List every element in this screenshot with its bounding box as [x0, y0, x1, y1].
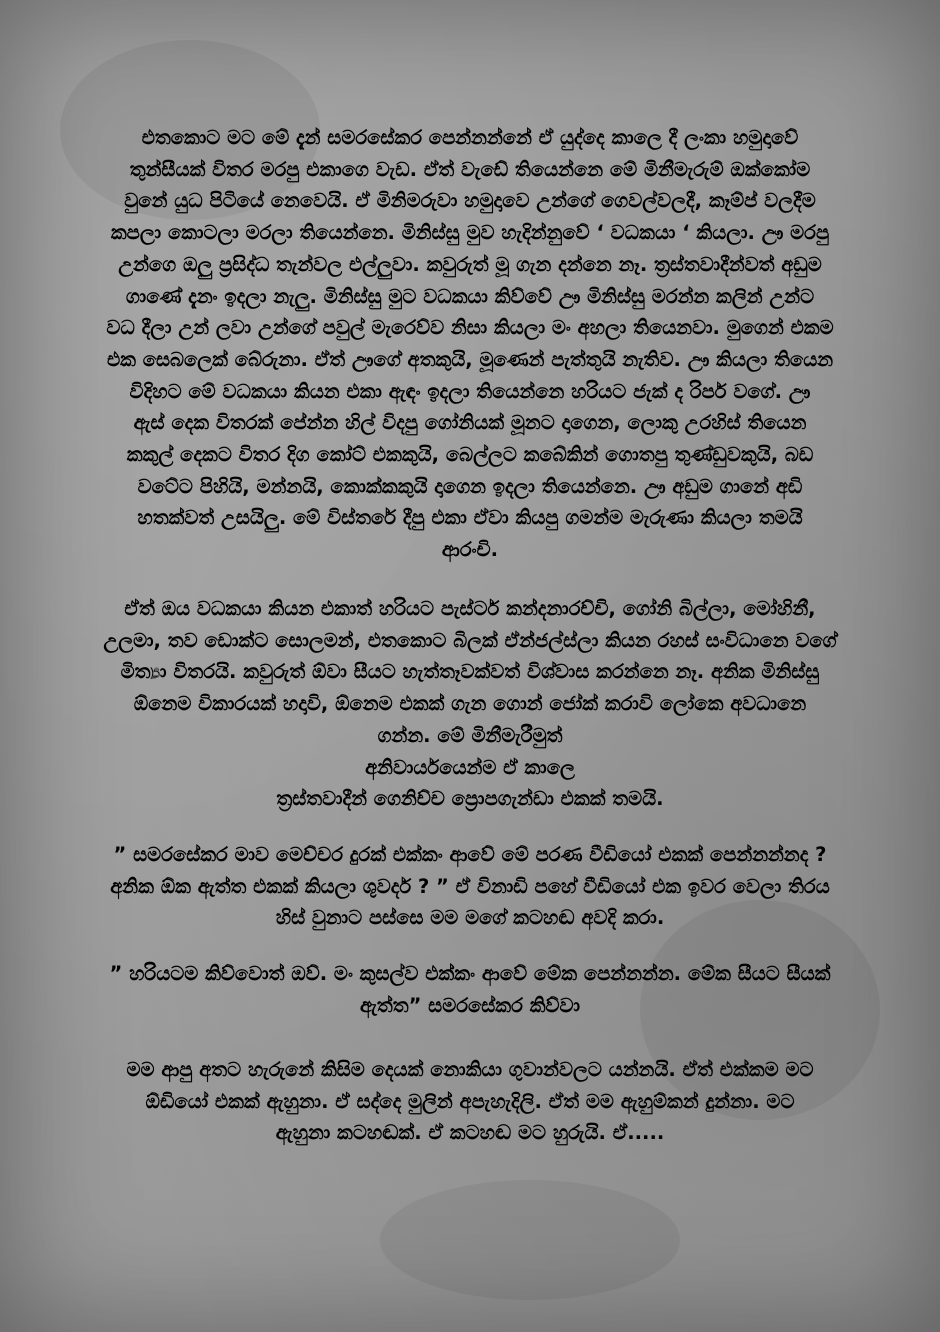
text-line: ” හරියටම කිව්වොත් ඔව්. මං කුසල්ව එක්කං ආවේ මේක පෙන්නන්න. මේක සීයට සීයක් [109, 962, 831, 985]
text-line: කපලා කොටලා මරලා තියෙන්නෙ. මිනිස්සු මුව හැදින්නුවේ ‘ වධකයා ‘ කියලා. ඌ මරපු [110, 221, 830, 245]
text-line: විදිහට මේ වධකයා කියන එකා ඇඳං ඉදලා තියෙන්නෙ හරියට ජැක් ද රිපර් වගේ. ඌ [129, 379, 811, 403]
text-line: වධ දීලා උන් ලවා උන්ගේ පවුල් මැරෙව්ව නිසා කියලා මං අහලා තියෙනවා. මුගෙන් එකම [106, 316, 834, 340]
text-line: ගාණේ දැනං ඉදලා නැලු. මිනිස්සු මුට වධකයා කිව්වේ ඌ මිනිස්සු මරන්න කලින් උන්ට [125, 284, 815, 308]
text-line: එතකොට මට මේ දැන් සමරසේකර පෙන්නන්නේ ඒ යුද්දෙ කාලෙ දී ලංකා හමුදාවේ [141, 126, 799, 149]
text-line: මම ආපු අතට හැරුනේ කිසිම දෙයක් නොකියා ගුවාන්වලට යන්නයි. ඒත් එක්කම මට [126, 1058, 814, 1081]
text-line: උන්ගෙ ඔලු ප්‍රසිද්ධ තැන්වල එල්ලුවා. කවුරුත් මූ ගැන දන්නෙ නෑ. ත්‍රස්තවාදීන්වත් අඩුම [118, 252, 822, 276]
text-line: උලමා, තව ඩොක්ට සොලමන්, එතකොට බිලක් ඒන්ජල්ස්ලා කියන රහස් සංවිධානෙ වගේ [103, 628, 837, 652]
text-line: හතක්වත් උසයිලු. මේ විස්තරේ දීපු එකා ඒවා කියපු ගමන්ම මැරුණා කියලා තමයි [137, 506, 803, 530]
text-line: ඇස් දෙක විතරක් පේන්න හිල් විදපු ගෝනියක් මූනට දාගෙන, ලොකු උරහිස් තියෙන [133, 411, 807, 435]
text-line: ඇහුනා කටහඬක්. ඒ කටහඬ මට හුරුයි. ඒ..... [275, 1121, 665, 1145]
text-line: ගන්න. මේ මිනීමැරීමුත් [377, 723, 563, 747]
text-line: ඕනෙම විකාරයක් හදාවි, ඕනෙම එකක් ගැන ගොන් ජෝක් කරාවි ලෝකෙ අවධානෙ [133, 692, 807, 716]
text-line: අනිවාර්යයෙන්ම ඒ කාලෙ [365, 755, 575, 779]
paragraph-1 [40, 122, 900, 566]
text-line: ” සමරසේකර මාව මෙච්චර දුරක් එක්කං ආවේ මේ පරණ වීඩියෝ එකක් පෙන්නන්නද ? [113, 843, 827, 866]
paragraph-5 [40, 1054, 900, 1149]
text-line: මිත්‍යා විතරයි. කවුරුත් ඕවා සීයට හැත්තෑවක්වත් විශ්වාස කරන්නෙ නෑ. අනික මිනිස්සු [120, 660, 820, 684]
text-line: වුනේ යුධ පිටියේ නෙවෙයි. ඒ මිනිමරුවා හමුදාවෙ උන්ගේ ගෙවල්වලදී, කෑම්ප් වලදීම [124, 189, 816, 213]
text-line: ඇත්ත” සමරසේකර කිව්වා [359, 993, 580, 1017]
text-line: ඕඩියෝ එකක් ඇහුනා. ඒ සද්දෙ මුලින් අපැහැදිලි. ඒත් මම ඇහුම්කන් දුන්නා. මට [145, 1089, 795, 1113]
paper-stain [380, 1180, 680, 1300]
paragraph-2 [40, 593, 900, 815]
text-line: තුන්සීයක් විතර මරපු එකාගෙ වැඩ. ඒත් වැඩේ තියෙන්නෙ මේ මිනීමැරුම් ඔක්කෝම [129, 157, 811, 181]
text-line: කකුල් දෙකට විතර දිග කෝට් එකකුයි, බෙල්ලට කබේකින් ගොතපු තුණ්ඩුවකුයි, බඩ [126, 443, 814, 467]
paragraph-3 [40, 839, 900, 934]
text-line: ත්‍රස්තවාදීන් ගෙනිච්ච ප්‍රොපගැන්ඩා එකක් තමයි. [276, 787, 664, 811]
text-line: එක සෙබලෙක් බේරුනා. ඒත් ඌගේ අතකුයි, මූණෙන් පැත්තුයි නැතිව. ඌ කියලා තියෙන [106, 347, 834, 371]
text-line: ආරංචි. [441, 538, 499, 562]
text-line: අනික ඕක ඇත්ත එකක් කියලා ශුවර්ද ? ” ඒ විනාඩි පහේ වීඩියෝ එක ඉවර වෙලා තිරය [110, 874, 830, 898]
text-line: ඒත් ඔය වධකයා කියන එකාත් හරියට පැස්ටර් කන්දනාරච්චි, ගෝනි බිල්ලා, මෝහිනී, [124, 597, 816, 620]
text-line: වටේට පිහියි, මන්නයි, කොක්කකුයි දාගෙන ඉදලා තියෙන්නෙ. ඌ අඩුම ගානේ අඩි [137, 474, 803, 498]
paragraph-4 [40, 958, 900, 1021]
text-line: හිස් වුනාට පස්සෙ මම මගේ කටහඬ අවදි කරා. [275, 906, 665, 930]
